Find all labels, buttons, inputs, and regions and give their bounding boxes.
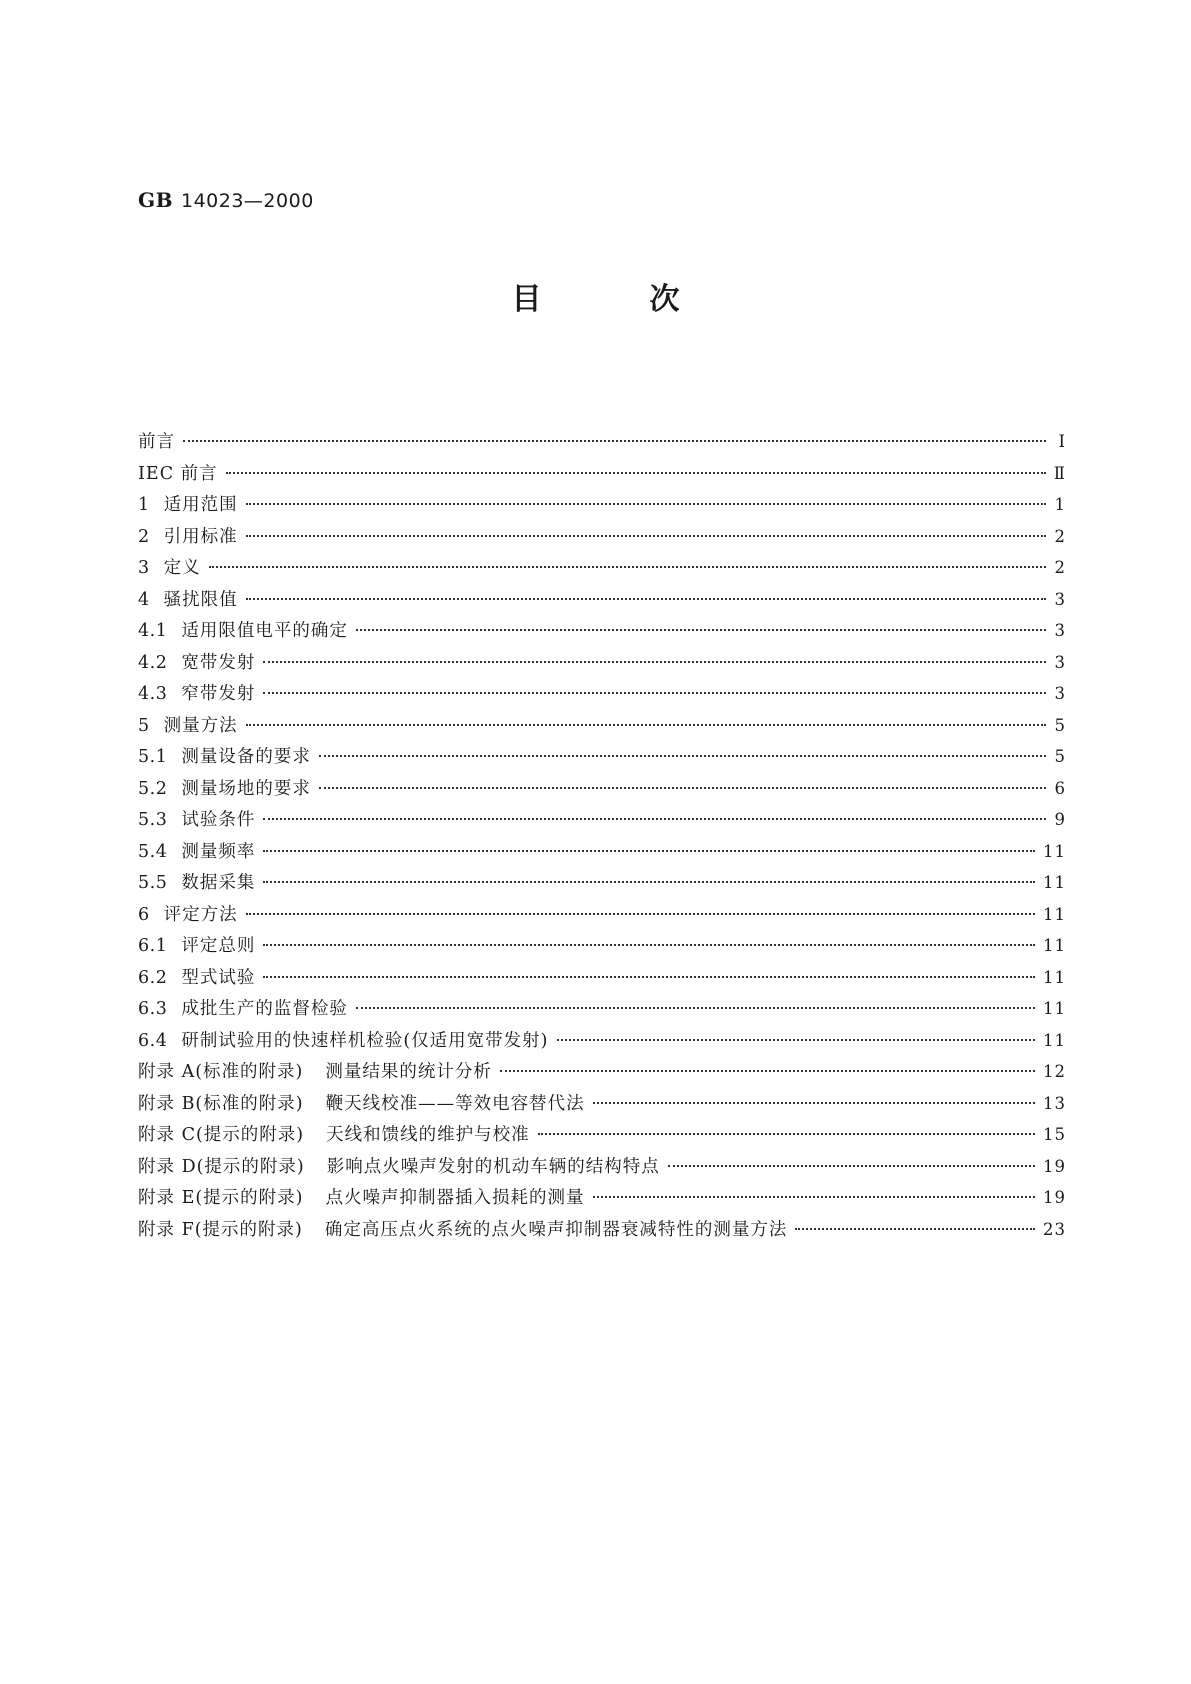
toc-page-number: 3 [1054, 684, 1066, 703]
toc-page-number: 3 [1054, 652, 1066, 672]
toc-dot-leader [246, 535, 1046, 537]
toc-entry[interactable] [138, 806, 1066, 838]
toc-entry-label [138, 1153, 660, 1178]
toc-section-number: 2 [138, 526, 150, 547]
toc-appendix-label: 附录 A(标准的附录) [138, 1062, 304, 1082]
toc-dot-leader [356, 629, 1046, 631]
toc-entry-label [138, 460, 218, 485]
toc-entry-title: 型式试验 [181, 967, 256, 988]
toc-entry-label [138, 995, 348, 1020]
toc-section-number: 3 [138, 558, 150, 578]
toc-dot-leader [246, 503, 1046, 505]
toc-entry-title: 鞭天线校准——等效电容替代法 [325, 1093, 585, 1114]
toc-dot-leader [263, 944, 1035, 946]
toc-page-number: 3 [1054, 621, 1066, 640]
toc-section-number: 6.1 [138, 936, 168, 956]
toc-appendix-label: 附录 F(提示的附录) [138, 1219, 303, 1240]
toc-dot-leader [246, 724, 1046, 726]
toc-section-number: 6 [138, 904, 150, 925]
toc-entry-label [138, 680, 255, 705]
toc-page-number: 11 [1043, 841, 1066, 861]
toc-section-number: 6.4 [138, 1030, 168, 1051]
toc-section-number: 5.5 [138, 873, 168, 893]
toc-entry-title: 定义 [163, 558, 201, 578]
toc-section-number: 5.3 [138, 810, 168, 830]
toc-section-number: 6.3 [138, 999, 168, 1019]
toc-entry-label [138, 1027, 549, 1052]
toc-entry[interactable] [138, 1153, 1066, 1185]
toc-entry-label [138, 838, 255, 863]
toc-page-number: 19 [1043, 1156, 1066, 1176]
toc-entry-label [138, 586, 238, 611]
toc-page-number: 13 [1043, 1093, 1066, 1113]
toc-entry[interactable] [138, 775, 1066, 807]
toc-entry-label [138, 1184, 585, 1209]
toc-entry-label [138, 1216, 787, 1241]
toc-entry[interactable] [138, 680, 1066, 712]
toc-appendix-label: 附录 B(标准的附录) [138, 1093, 304, 1114]
toc-entry-title: 测量结果的统计分析 [325, 1062, 492, 1082]
toc-dot-leader [263, 976, 1035, 978]
toc-entry-title: 前言 [138, 432, 175, 452]
toc-page-number: 11 [1043, 1030, 1066, 1050]
toc-section-number: 4.3 [138, 684, 168, 704]
toc-entry[interactable] [138, 491, 1066, 523]
toc-dot-leader [209, 566, 1046, 568]
toc-entry-title: 引用标准 [163, 526, 238, 547]
standard-number: 14023—2000 [180, 190, 314, 212]
toc-entry-label [138, 869, 255, 894]
toc-dot-leader [319, 755, 1046, 757]
toc-section-number: 1 [138, 495, 150, 515]
toc-page-number: 12 [1043, 1062, 1066, 1081]
toc-entry-title: 数据采集 [181, 873, 256, 893]
toc-entry-label [138, 1058, 492, 1083]
toc-page-number: Ⅰ [1058, 432, 1066, 451]
toc-entry-label [138, 806, 255, 831]
toc-page-number: 2 [1054, 526, 1066, 546]
toc-entry[interactable] [138, 964, 1066, 996]
toc-entry-label [138, 554, 201, 579]
toc-entry-label [138, 775, 311, 800]
toc-entry-label [138, 491, 238, 516]
toc-dot-leader [668, 1165, 1035, 1167]
toc-entry-title: 测量场地的要求 [181, 778, 311, 799]
document-code [138, 188, 314, 212]
toc-entry-title: 评定方法 [163, 904, 238, 925]
toc-page-number: 11 [1043, 904, 1066, 924]
toc-dot-leader [263, 661, 1046, 663]
toc-entry-label [138, 649, 255, 674]
toc-page-number: 11 [1043, 967, 1066, 987]
toc-page-number: 2 [1054, 558, 1066, 577]
toc-section-number: 5.4 [138, 841, 168, 862]
toc-appendix-label: 附录 E(提示的附录) [138, 1188, 304, 1208]
toc-entry[interactable] [138, 554, 1066, 586]
toc-entry-title: 点火噪声抑制器插入损耗的测量 [325, 1188, 585, 1208]
toc-section-number: 4.1 [138, 621, 168, 641]
toc-entry[interactable] [138, 838, 1066, 870]
table-of-contents [138, 428, 1066, 1247]
toc-entry-title: 确定高压点火系统的点火噪声抑制器衰减特性的测量方法 [324, 1219, 788, 1240]
toc-appendix-label: 附录 D(提示的附录) [138, 1156, 305, 1177]
toc-page-number: 1 [1054, 495, 1066, 514]
toc-page-number: 6 [1054, 778, 1066, 798]
toc-entry[interactable] [138, 1090, 1066, 1122]
toc-dot-leader [557, 1039, 1036, 1041]
toc-dot-leader [319, 787, 1046, 789]
toc-entry[interactable] [138, 617, 1066, 649]
toc-page-number: 5 [1054, 747, 1066, 766]
toc-dot-leader [263, 818, 1046, 820]
toc-dot-leader [263, 850, 1035, 852]
toc-section-number: 5 [138, 715, 150, 736]
toc-entry-title: 宽带发射 [181, 652, 256, 673]
toc-entry-title: 天线和馈线的维护与校准 [326, 1125, 530, 1145]
toc-appendix-label: 附录 C(提示的附录) [138, 1125, 305, 1145]
toc-section-number: 5.2 [138, 778, 168, 799]
toc-entry-title: IEC 前言 [138, 463, 218, 484]
toc-dot-leader [246, 598, 1046, 600]
toc-entry[interactable] [138, 712, 1066, 744]
toc-section-number: 4.2 [138, 652, 168, 673]
title-char-1: 目 [511, 282, 542, 317]
toc-entry-title: 影响点火噪声发射的机动车辆的结构特点 [326, 1156, 660, 1177]
toc-entry[interactable] [138, 1184, 1066, 1216]
toc-entry[interactable] [138, 901, 1066, 933]
toc-entry[interactable] [138, 1121, 1066, 1153]
toc-dot-leader [356, 1007, 1035, 1009]
toc-section-number: 6.2 [138, 967, 168, 988]
toc-dot-leader [183, 440, 1046, 442]
toc-entry[interactable] [138, 1058, 1066, 1090]
toc-entry-title: 测量设备的要求 [181, 747, 311, 767]
toc-page-number: Ⅱ [1053, 463, 1066, 483]
toc-entry[interactable] [138, 932, 1066, 964]
toc-dot-leader [593, 1102, 1035, 1104]
toc-entry-label [138, 932, 255, 957]
toc-page-number: 3 [1054, 589, 1066, 609]
standard-prefix: GB [138, 188, 173, 212]
toc-entry-title: 研制试验用的快速样机检验(仅适用宽带发射) [181, 1030, 549, 1051]
toc-entry[interactable] [138, 1216, 1066, 1248]
toc-entry[interactable] [138, 649, 1066, 681]
toc-entry-label [138, 964, 255, 989]
toc-entry-title: 试验条件 [181, 810, 256, 830]
toc-entry-label [138, 712, 238, 737]
toc-entry[interactable] [138, 460, 1066, 492]
toc-dot-leader [500, 1070, 1035, 1072]
toc-dot-leader [593, 1196, 1036, 1198]
toc-page-number: 23 [1043, 1219, 1066, 1239]
toc-entry[interactable] [138, 743, 1066, 775]
toc-entry-title: 适用限值电平的确定 [181, 621, 348, 641]
toc-section-number: 5.1 [138, 747, 168, 767]
toc-entry[interactable] [138, 869, 1066, 901]
toc-section-number: 4 [138, 589, 150, 610]
toc-entry-label [138, 1090, 585, 1115]
toc-entry[interactable] [138, 586, 1066, 618]
toc-page-number: 5 [1054, 715, 1066, 735]
toc-dot-leader [263, 692, 1046, 694]
toc-entry-title: 成批生产的监督检验 [181, 999, 348, 1019]
toc-entry-label [138, 1121, 530, 1146]
toc-entry-title: 骚扰限值 [163, 589, 238, 610]
toc-dot-leader [263, 881, 1035, 883]
toc-page-number: 19 [1043, 1188, 1066, 1207]
toc-dot-leader [226, 472, 1046, 474]
toc-entry-title: 适用范围 [163, 495, 238, 515]
toc-entry-label [138, 617, 348, 642]
toc-entry-label [138, 743, 311, 768]
toc-entry-title: 测量频率 [181, 841, 256, 862]
toc-entry-title: 窄带发射 [181, 684, 256, 704]
toc-entry-label [138, 901, 238, 926]
toc-entry[interactable] [138, 428, 1066, 460]
toc-dot-leader [795, 1228, 1035, 1230]
toc-entry[interactable] [138, 995, 1066, 1027]
toc-entry-title: 测量方法 [163, 715, 238, 736]
toc-entry[interactable] [138, 1027, 1066, 1059]
page-title [0, 280, 1191, 320]
toc-page-number: 15 [1043, 1125, 1066, 1144]
toc-entry-label [138, 523, 238, 548]
toc-page-number: 11 [1043, 873, 1066, 892]
toc-entry-title: 评定总则 [181, 936, 256, 956]
toc-page-number: 11 [1043, 999, 1066, 1018]
title-char-2: 次 [649, 282, 680, 317]
toc-entry[interactable] [138, 523, 1066, 555]
toc-page-number: 9 [1054, 810, 1066, 829]
toc-entry-label [138, 428, 175, 453]
toc-dot-leader [538, 1133, 1035, 1135]
toc-page-number: 11 [1043, 936, 1066, 955]
toc-dot-leader [246, 913, 1035, 915]
